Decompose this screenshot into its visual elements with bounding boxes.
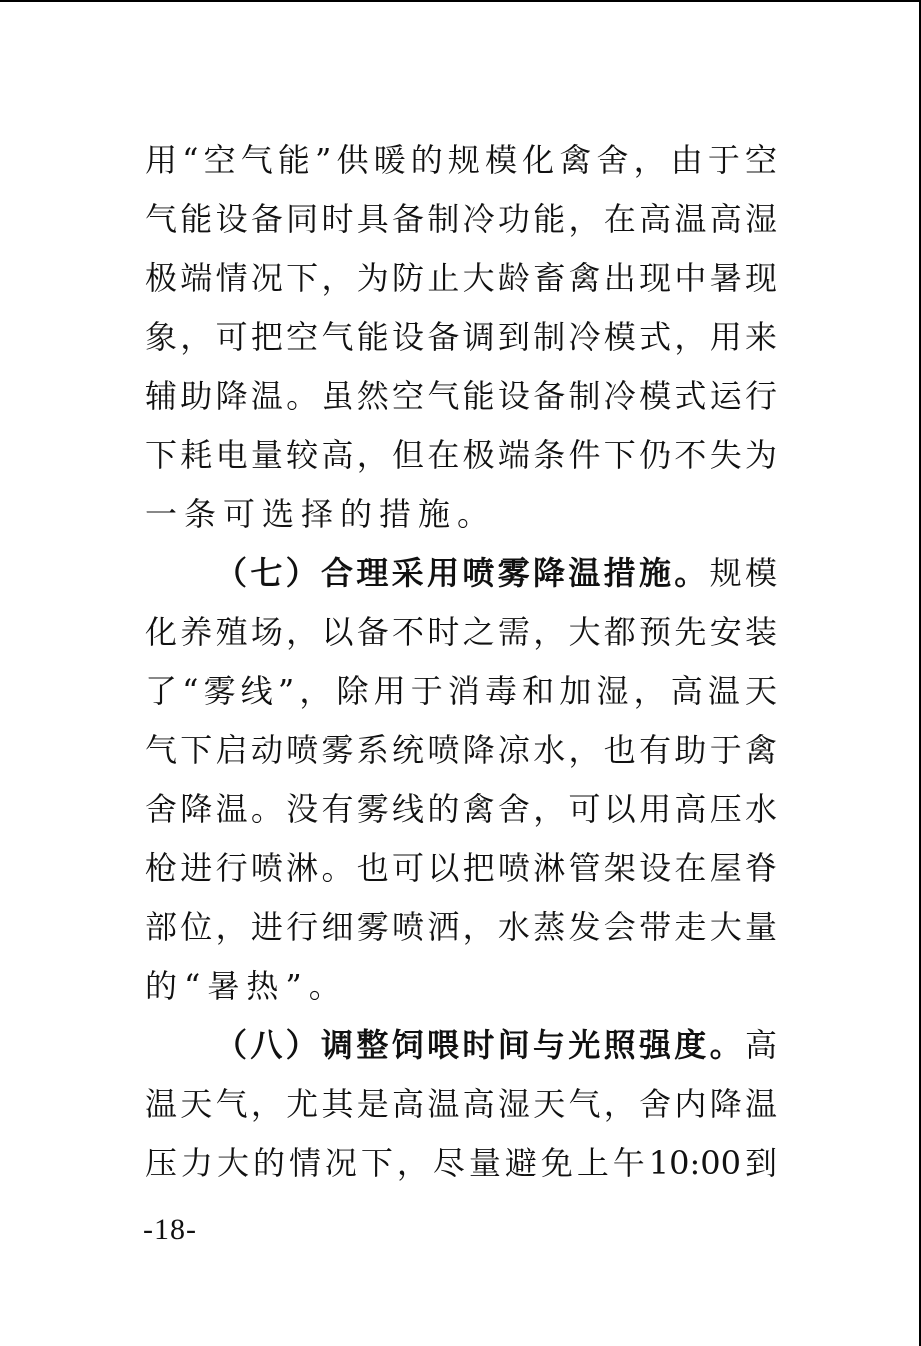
section-7-heading: （七）合理采用喷雾降温措施。	[215, 554, 710, 592]
text-line: 极端情况下，为防止大龄畜禽出现中暑现	[145, 259, 777, 297]
text-line: 象，可把空气能设备调到制冷模式，用来	[145, 318, 777, 356]
text-line: 枪进行喷淋。也可以把喷淋管架设在屋脊	[145, 849, 777, 887]
text-line: 一条可选择的措施。	[145, 495, 497, 533]
section-7-lead-text: 规模	[709, 554, 777, 592]
text-line: 温天气，尤其是高温高湿天气，舍内降温	[145, 1085, 777, 1123]
text-line: 压力大的情况下，尽量避免上午10:00到	[145, 1144, 777, 1182]
document-body	[145, 131, 777, 1193]
text-line: 辅助降温。虽然空气能设备制冷模式运行	[145, 377, 777, 415]
section-8-lead	[145, 1016, 777, 1075]
text-line: 下耗电量较高，但在极端条件下仍不失为	[145, 436, 777, 474]
text-line: 气能设备同时具备制冷功能，在高温高湿	[145, 200, 777, 238]
text-line: 气下启动喷雾系统喷降凉水，也有助于禽	[145, 731, 777, 769]
text-line: 用“空气能”供暖的规模化禽舍，由于空	[145, 141, 777, 179]
text-line: 了“雾线”，除用于消毒和加湿，高温天	[145, 672, 777, 710]
section-8-lead-text: 高	[744, 1026, 777, 1064]
section-8-heading: （八）调整饲喂时间与光照强度。	[215, 1026, 745, 1064]
text-line: 舍降温。没有雾线的禽舍，可以用高压水	[145, 790, 777, 828]
text-line: 的“暑热”。	[145, 967, 348, 1005]
text-line: 部位，进行细雾喷洒，水蒸发会带走大量	[145, 908, 777, 946]
text-line: 化养殖场，以备不时之需，大都预先安装	[145, 613, 777, 651]
page-number: -18-	[143, 1213, 197, 1246]
section-7-lead	[145, 544, 777, 603]
